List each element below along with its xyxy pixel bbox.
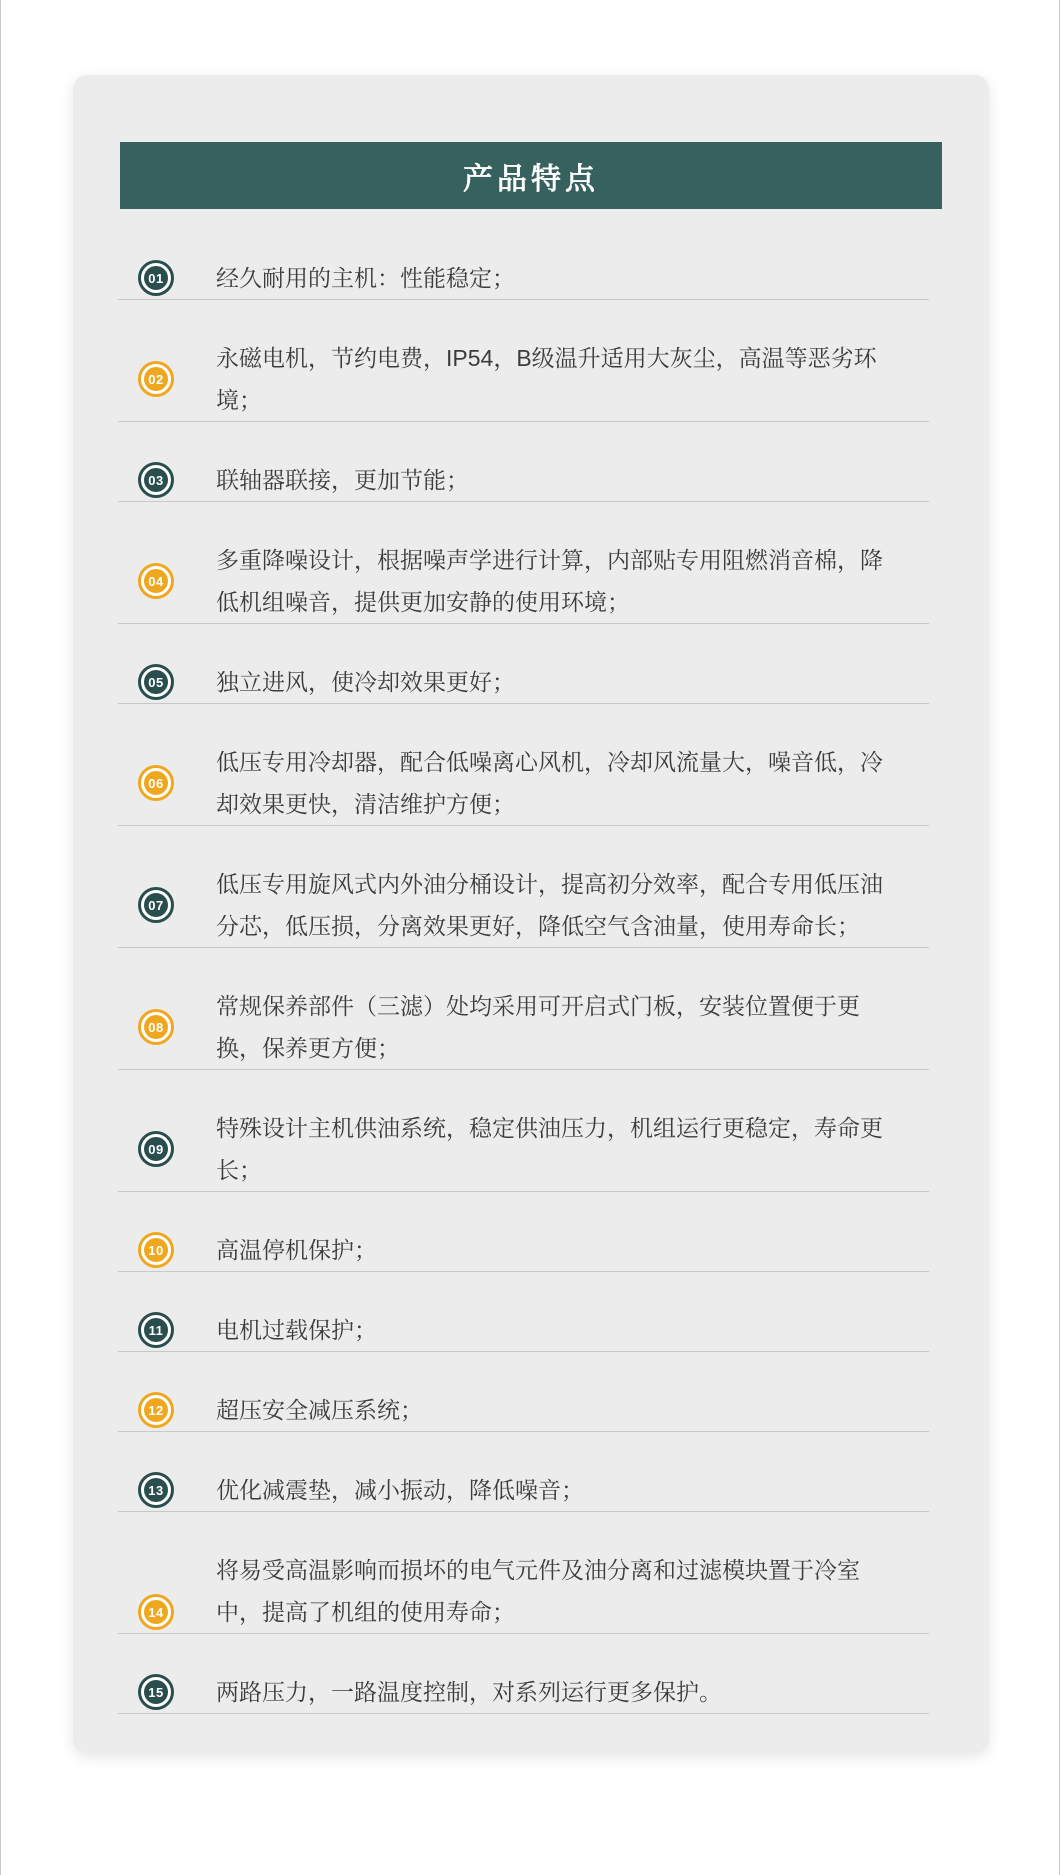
feature-number-badge [138, 1392, 174, 1428]
feature-text: 常规保养部件（三滤）处均采用可开启式门板，安装位置便于更换，保养更方便； [216, 993, 860, 1061]
feature-item [118, 502, 929, 624]
feature-number-badge [138, 887, 174, 923]
feature-number-badge [138, 1674, 174, 1710]
feature-item [118, 624, 929, 704]
feature-number: 13 [144, 1478, 168, 1502]
feature-number-badge [138, 1594, 174, 1630]
feature-number-badge [138, 1232, 174, 1268]
feature-item [118, 422, 929, 502]
feature-number-badge [138, 563, 174, 599]
feature-item [118, 1192, 929, 1272]
feature-item [118, 220, 929, 300]
feature-number: 01 [144, 266, 168, 290]
feature-number: 10 [144, 1238, 168, 1262]
feature-number-badge [138, 260, 174, 296]
feature-number: 02 [144, 367, 168, 391]
feature-text: 联轴器联接，更加节能； [216, 467, 469, 493]
feature-number-badge [138, 664, 174, 700]
feature-text: 永磁电机，节约电费，IP54，B级温升适用大灰尘，高温等恶劣环境； [216, 345, 877, 413]
section-header-bar [120, 142, 942, 209]
feature-text: 超压安全减压系统； [216, 1397, 423, 1423]
feature-text: 低压专用冷却器，配合低噪离心风机，冷却风流量大，噪音低，冷却效果更快，清洁维护方便； [216, 749, 883, 817]
feature-item [118, 826, 929, 948]
feature-number-badge [138, 361, 174, 397]
feature-number: 11 [144, 1318, 168, 1342]
feature-number: 04 [144, 569, 168, 593]
feature-number-badge [138, 1472, 174, 1508]
feature-number: 12 [144, 1398, 168, 1422]
feature-item [118, 1432, 929, 1512]
feature-number: 03 [144, 468, 168, 492]
feature-number: 15 [144, 1680, 168, 1704]
section-title: 产品特点 [463, 162, 599, 196]
feature-text: 优化减震垫，减小振动，降低噪音； [216, 1477, 584, 1503]
feature-number: 06 [144, 771, 168, 795]
feature-number-badge [138, 1131, 174, 1167]
features-list [118, 220, 929, 1714]
feature-item [118, 1352, 929, 1432]
feature-number: 07 [144, 893, 168, 917]
feature-text: 高温停机保护； [216, 1237, 377, 1263]
feature-item [118, 704, 929, 826]
feature-text: 特殊设计主机供油系统，稳定供油压力，机组运行更稳定，寿命更长； [216, 1115, 883, 1183]
feature-number: 08 [144, 1015, 168, 1039]
feature-item [118, 1634, 929, 1714]
product-features-card [73, 75, 989, 1753]
feature-number: 14 [144, 1600, 168, 1624]
feature-text: 低压专用旋风式内外油分桶设计，提高初分效率，配合专用低压油分芯，低压损，分离效果更好，降低空气含油量，使用寿命长； [216, 871, 883, 939]
feature-text: 经久耐用的主机：性能稳定； [216, 265, 515, 291]
feature-number-badge [138, 1009, 174, 1045]
feature-item [118, 300, 929, 422]
feature-item [118, 1272, 929, 1352]
feature-number-badge [138, 462, 174, 498]
feature-text: 将易受高温影响而损坏的电气元件及油分离和过滤模块置于冷室中，提高了机组的使用寿命； [216, 1557, 860, 1625]
feature-text: 电机过载保护； [216, 1317, 377, 1343]
feature-text: 两路压力，一路温度控制，对系列运行更多保护。 [216, 1679, 722, 1705]
feature-text: 多重降噪设计，根据噪声学进行计算，内部贴专用阻燃消音棉，降低机组噪音，提供更加安静的使用环境； [216, 547, 883, 615]
feature-number-badge [138, 1312, 174, 1348]
feature-number: 05 [144, 670, 168, 694]
feature-number-badge [138, 765, 174, 801]
feature-item [118, 1512, 929, 1634]
feature-item [118, 948, 929, 1070]
feature-text: 独立进风，使冷却效果更好； [216, 669, 515, 695]
feature-number: 09 [144, 1137, 168, 1161]
feature-item [118, 1070, 929, 1192]
